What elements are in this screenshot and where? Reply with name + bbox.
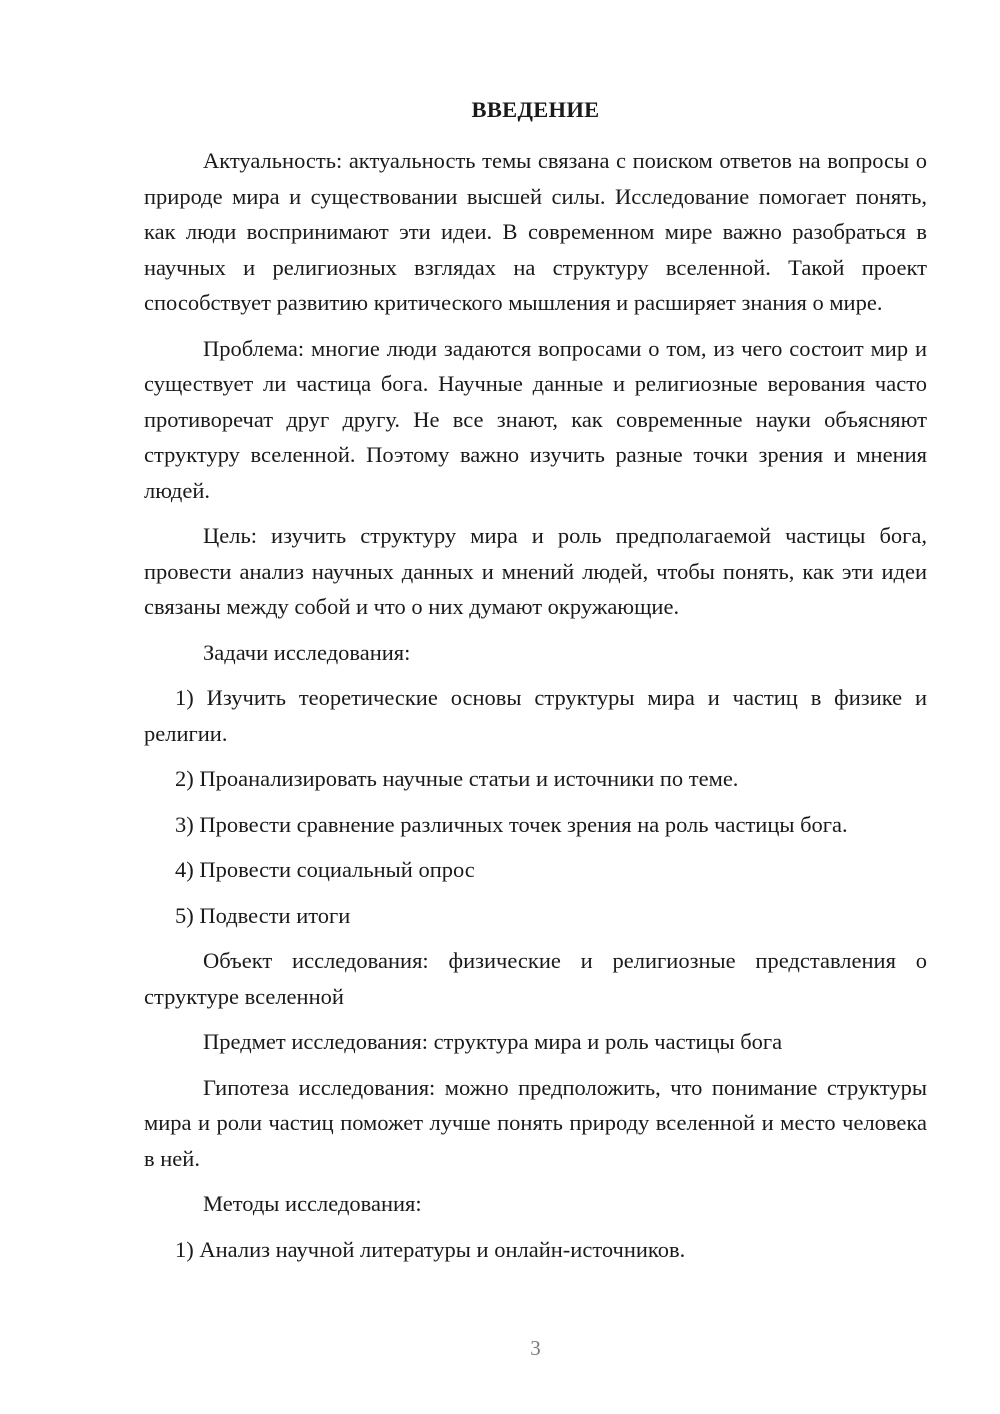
task-item-4: 4) Провести социальный опрос: [175, 857, 475, 882]
task-item-2: 2) Проанализировать научные статьи и источники по теме.: [175, 766, 739, 791]
paragraph-relevance: Актуальность: актуальность темы связана с поиском ответов на вопросы о природе мира и существовании высшей силы. Исследование помогает понять, как люди воспринимают эти идеи. В современном мире важно разобраться в научных и религиозных взглядах на структуру вселенной. Такой проект способствует развитию критического мышления и расширяет знания о мире.: [144, 148, 927, 315]
page-number: 3: [530, 1336, 541, 1360]
paragraph-goal: Цель: изучить структуру мира и роль предполагаемой частицы бога, провести анализ научных данных и мнений людей, чтобы понять, как эти идеи связаны между собой и что о них думают окружающие.: [144, 523, 927, 619]
paragraph-subject: Предмет исследования: структура мира и роль частицы бога: [203, 1029, 783, 1054]
page-title: ВВЕДЕНИЕ: [471, 97, 600, 122]
paragraph-hypothesis: Гипотеза исследования: можно предположить, что понимание структуры мира и роли частиц поможет лучше понять природу вселенной и место человека в ней.: [144, 1074, 927, 1171]
methods-heading: Методы исследования:: [203, 1191, 422, 1216]
document-body: [144, 143, 927, 1277]
tasks-heading: Задачи исследования:: [203, 639, 411, 665]
method-item-1: 1) Анализ научной литературы и онлайн-источников.: [175, 1236, 686, 1262]
paragraph-object: Объект исследования: физические и религиозные представления о структуре вселенной: [144, 948, 927, 1009]
task-item-3: 3) Провести сравнение различных точек зрения на роль частицы бога.: [175, 811, 848, 837]
task-item-1: 1) Изучить теоретические основы структуры мира и частиц в физике и религии.: [144, 685, 927, 746]
document-page: [144, 0, 927, 1414]
task-item-5: 5) Подвести итоги: [175, 902, 351, 928]
paragraph-problem: Проблема: многие люди задаются вопросами о том, из чего состоит мир и существует ли частица бога. Научные данные и религиозные верования часто противоречат друг другу. Не все знают, как современные науки объясняют структуру вселенной. Поэтому важно изучить разные точки зрения и мнения людей.: [144, 335, 927, 503]
